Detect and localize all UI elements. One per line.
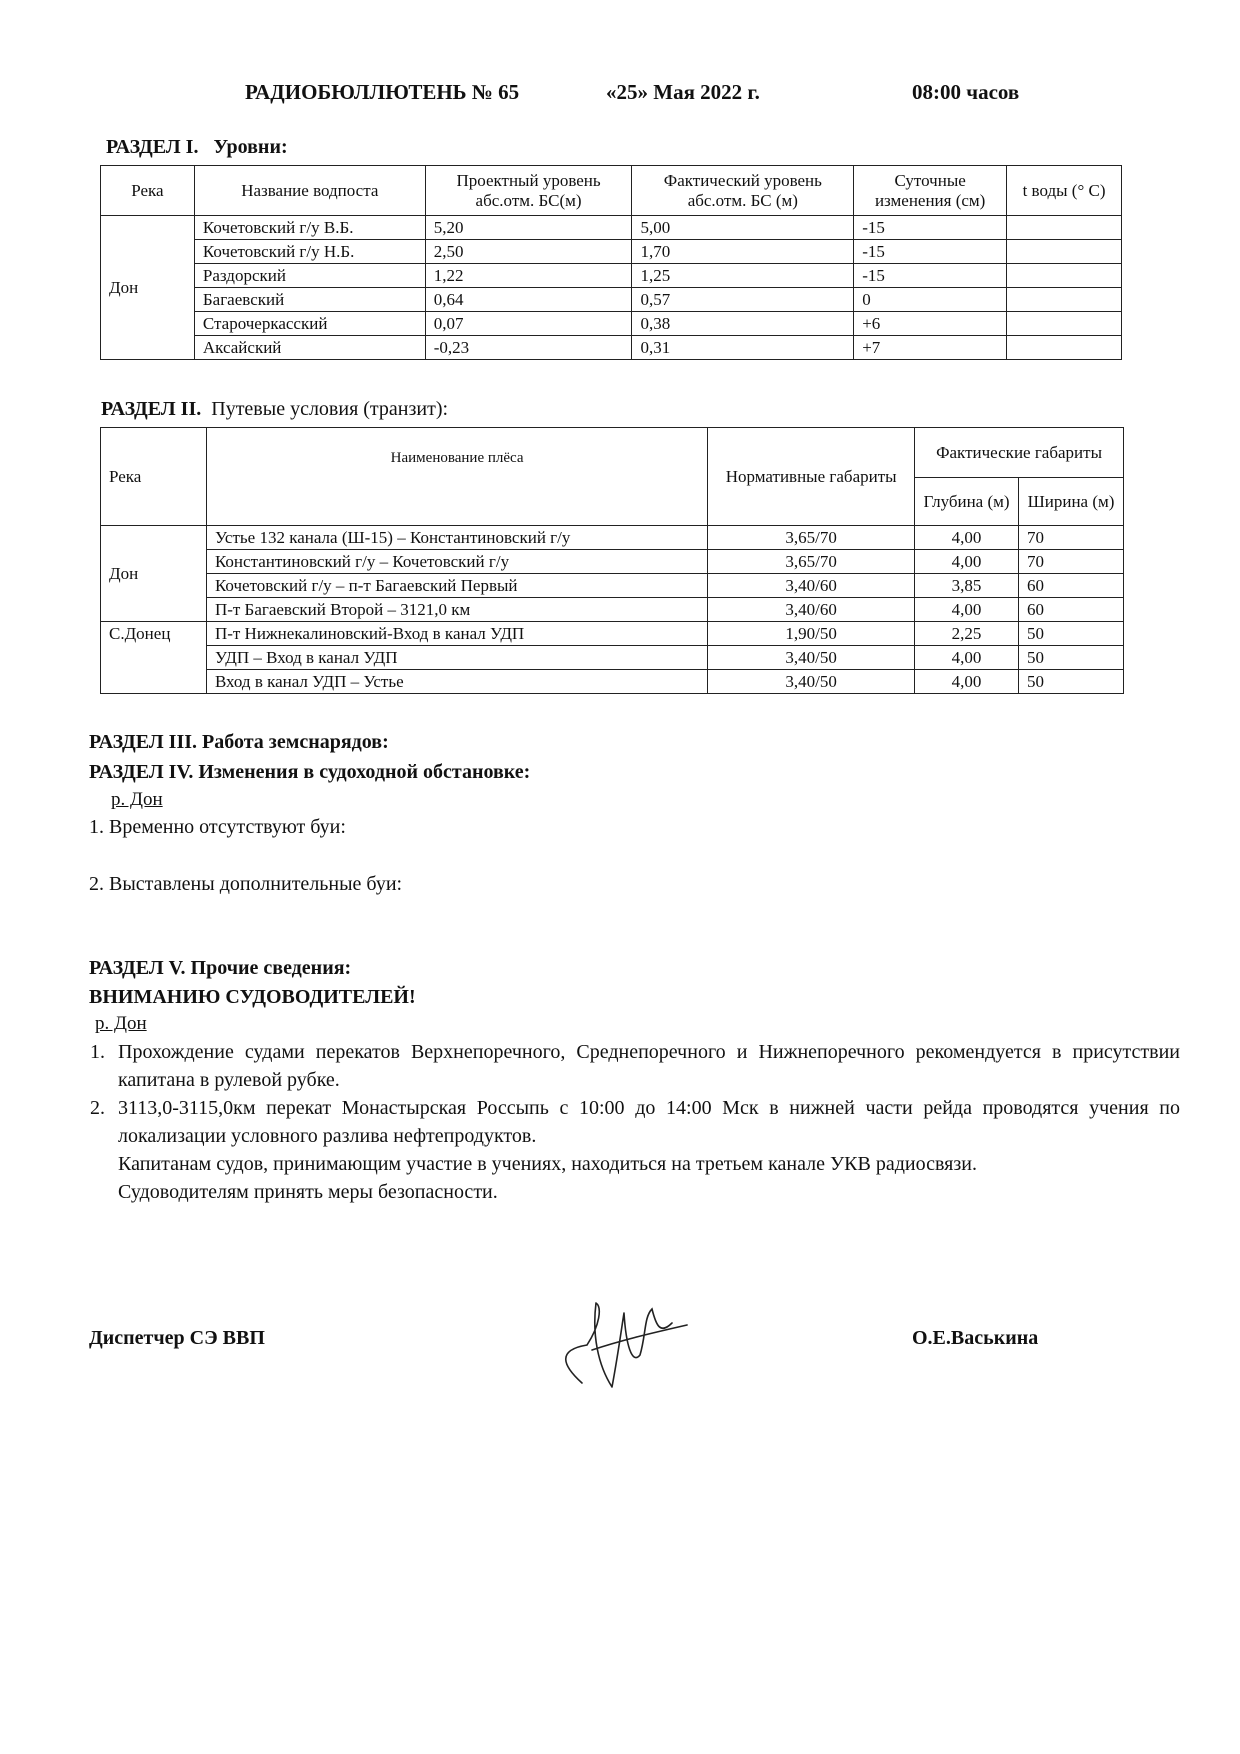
depth-value: 4,00 bbox=[915, 670, 1019, 694]
depth-value: 4,00 bbox=[915, 526, 1019, 550]
notice-item-2-note-1: Капитанам судов, принимающим участие в учениях, находиться на третьем канале УКВ радиосвязи. bbox=[118, 1153, 977, 1175]
table-row bbox=[101, 240, 1122, 264]
section3-title: РАЗДЕЛ III. Работа земснарядов: bbox=[89, 731, 389, 753]
daily-change: -15 bbox=[854, 216, 1007, 240]
daily-change: 0 bbox=[854, 288, 1007, 312]
normative-value: 3,40/50 bbox=[708, 670, 915, 694]
table-row bbox=[101, 288, 1122, 312]
col-river: Река bbox=[101, 166, 195, 216]
stretch-name: Устье 132 канала (Ш-15) – Константиновский г/у bbox=[206, 526, 707, 550]
col-normative: Нормативные габариты bbox=[708, 428, 915, 526]
section1-name: Уровни: bbox=[213, 136, 288, 158]
section5-river: р. Дон bbox=[95, 1013, 147, 1034]
river-cell: С.Донец bbox=[101, 622, 207, 694]
table-row bbox=[101, 216, 1122, 240]
width-value: 60 bbox=[1019, 598, 1124, 622]
signature-image bbox=[552, 1295, 692, 1395]
table-row bbox=[101, 670, 1124, 694]
table-row bbox=[101, 312, 1122, 336]
attention-heading: ВНИМАНИЮ СУДОВОДИТЕЛЕЙ! bbox=[89, 986, 416, 1008]
actual-level: 0,38 bbox=[632, 312, 854, 336]
section2-title bbox=[101, 398, 448, 421]
col-water-temp: t воды (° С) bbox=[1007, 166, 1122, 216]
notice-item-1 bbox=[90, 1038, 1180, 1094]
width-value: 50 bbox=[1019, 670, 1124, 694]
normative-value: 3,65/70 bbox=[708, 526, 915, 550]
col-river: Река bbox=[101, 428, 207, 526]
actual-level: 5,00 bbox=[632, 216, 854, 240]
project-level: 0,64 bbox=[425, 288, 632, 312]
col-actual: Фактические габариты bbox=[915, 428, 1124, 478]
dispatcher-name: О.Е.Васькина bbox=[912, 1327, 1039, 1349]
col-daily-change: Суточные изменения (см) bbox=[854, 166, 1007, 216]
depth-value: 4,00 bbox=[915, 550, 1019, 574]
missing-buoys-item: 1. Временно отсутствуют буи: bbox=[89, 816, 346, 838]
depth-value: 2,25 bbox=[915, 622, 1019, 646]
section2-number: РАЗДЕЛ II. bbox=[101, 398, 202, 420]
section1-title bbox=[106, 136, 288, 159]
table-row bbox=[101, 622, 1124, 646]
col-station: Название водпоста bbox=[194, 166, 425, 216]
station-name: Кочетовский г/у В.Б. bbox=[194, 216, 425, 240]
river-cell: Дон bbox=[101, 216, 195, 360]
levels-table bbox=[100, 165, 1122, 360]
project-level: 0,07 bbox=[425, 312, 632, 336]
table-row bbox=[101, 550, 1124, 574]
bulletin-time: 08:00 часов bbox=[912, 80, 1020, 104]
stretch-name: П-т Багаевский Второй – 3121,0 км bbox=[206, 598, 707, 622]
normative-value: 3,40/60 bbox=[708, 598, 915, 622]
table-row bbox=[101, 646, 1124, 670]
daily-change: +6 bbox=[854, 312, 1007, 336]
section1-number: РАЗДЕЛ I. bbox=[106, 136, 199, 158]
actual-level: 1,25 bbox=[632, 264, 854, 288]
notice-item-2 bbox=[90, 1094, 1180, 1150]
dispatcher-position: Диспетчер СЭ ВВП bbox=[89, 1327, 265, 1349]
width-value: 50 bbox=[1019, 646, 1124, 670]
transit-header-row bbox=[101, 428, 1124, 478]
daily-change: -15 bbox=[854, 264, 1007, 288]
station-name: Старочеркасский bbox=[194, 312, 425, 336]
table-row bbox=[101, 526, 1124, 550]
water-temp bbox=[1007, 336, 1122, 360]
stretch-name: П-т Нижнекалиновский-Вход в канал УДП bbox=[206, 622, 707, 646]
section5-title: РАЗДЕЛ V. Прочие сведения: bbox=[89, 957, 352, 979]
extra-buoys-item: 2. Выставлены дополнительные буи: bbox=[89, 873, 403, 895]
table-row bbox=[101, 336, 1122, 360]
actual-level: 0,31 bbox=[632, 336, 854, 360]
actual-level: 0,57 bbox=[632, 288, 854, 312]
width-value: 70 bbox=[1019, 526, 1124, 550]
table-row bbox=[101, 264, 1122, 288]
station-name: Кочетовский г/у Н.Б. bbox=[194, 240, 425, 264]
table-row bbox=[101, 574, 1124, 598]
notice-item-1-text: Прохождение судами перекатов Верхнепоречного, Среднепоречного и Нижнепоречного рекомендуется в присутствии капитана в рулевой рубке. bbox=[118, 1041, 1180, 1091]
width-value: 50 bbox=[1019, 622, 1124, 646]
transit-table bbox=[100, 427, 1124, 694]
project-level: 5,20 bbox=[425, 216, 632, 240]
station-name: Аксайский bbox=[194, 336, 425, 360]
depth-value: 4,00 bbox=[915, 646, 1019, 670]
normative-value: 3,40/60 bbox=[708, 574, 915, 598]
station-name: Багаевский bbox=[194, 288, 425, 312]
river-cell: Дон bbox=[101, 526, 207, 622]
normative-value: 3,40/50 bbox=[708, 646, 915, 670]
bulletin-date: «25» Мая 2022 г. bbox=[606, 80, 760, 104]
depth-value: 3,85 bbox=[915, 574, 1019, 598]
daily-change: -15 bbox=[854, 240, 1007, 264]
project-level: 1,22 bbox=[425, 264, 632, 288]
col-depth: Глубина (м) bbox=[915, 478, 1019, 526]
notice-item-2-text: 3113,0-3115,0км перекат Монастырская Россыпь с 10:00 до 14:00 Мск в нижней части рейда проводятся учения по локализации условного разлива нефтепродуктов. bbox=[118, 1097, 1180, 1147]
col-width: Ширина (м) bbox=[1019, 478, 1124, 526]
stretch-name: Константиновский г/у – Кочетовский г/у bbox=[206, 550, 707, 574]
stretch-name: Кочетовский г/у – п-т Багаевский Первый bbox=[206, 574, 707, 598]
section2-name: Путевые условия (транзит): bbox=[211, 398, 449, 420]
water-temp bbox=[1007, 216, 1122, 240]
notice-item-2-number: 2. bbox=[90, 1097, 105, 1119]
project-level: -0,23 bbox=[425, 336, 632, 360]
col-project-level: Проектный уровень абс.отм. БС(м) bbox=[425, 166, 632, 216]
water-temp bbox=[1007, 288, 1122, 312]
width-value: 70 bbox=[1019, 550, 1124, 574]
bulletin-header bbox=[0, 80, 1240, 114]
station-name: Раздорский bbox=[194, 264, 425, 288]
levels-header-row bbox=[101, 166, 1122, 216]
normative-value: 1,90/50 bbox=[708, 622, 915, 646]
water-temp bbox=[1007, 312, 1122, 336]
stretch-name: УДП – Вход в канал УДП bbox=[206, 646, 707, 670]
width-value: 60 bbox=[1019, 574, 1124, 598]
actual-level: 1,70 bbox=[632, 240, 854, 264]
stretch-name: Вход в канал УДП – Устье bbox=[206, 670, 707, 694]
col-stretch: Наименование плёса bbox=[206, 428, 707, 526]
table-row bbox=[101, 598, 1124, 622]
notice-item-1-number: 1. bbox=[90, 1041, 105, 1063]
bulletin-title: РАДИОБЮЛЛЮТЕНЬ № 65 bbox=[245, 80, 520, 104]
notice-item-2-note-2: Судоводителям принять меры безопасности. bbox=[118, 1181, 498, 1203]
section4-title: РАЗДЕЛ IV. Изменения в судоходной обстановке: bbox=[89, 761, 531, 783]
col-actual-level: Фактический уровень абс.отм. БС (м) bbox=[632, 166, 854, 216]
section4-river: р. Дон bbox=[111, 789, 163, 810]
normative-value: 3,65/70 bbox=[708, 550, 915, 574]
water-temp bbox=[1007, 264, 1122, 288]
daily-change: +7 bbox=[854, 336, 1007, 360]
water-temp bbox=[1007, 240, 1122, 264]
depth-value: 4,00 bbox=[915, 598, 1019, 622]
project-level: 2,50 bbox=[425, 240, 632, 264]
